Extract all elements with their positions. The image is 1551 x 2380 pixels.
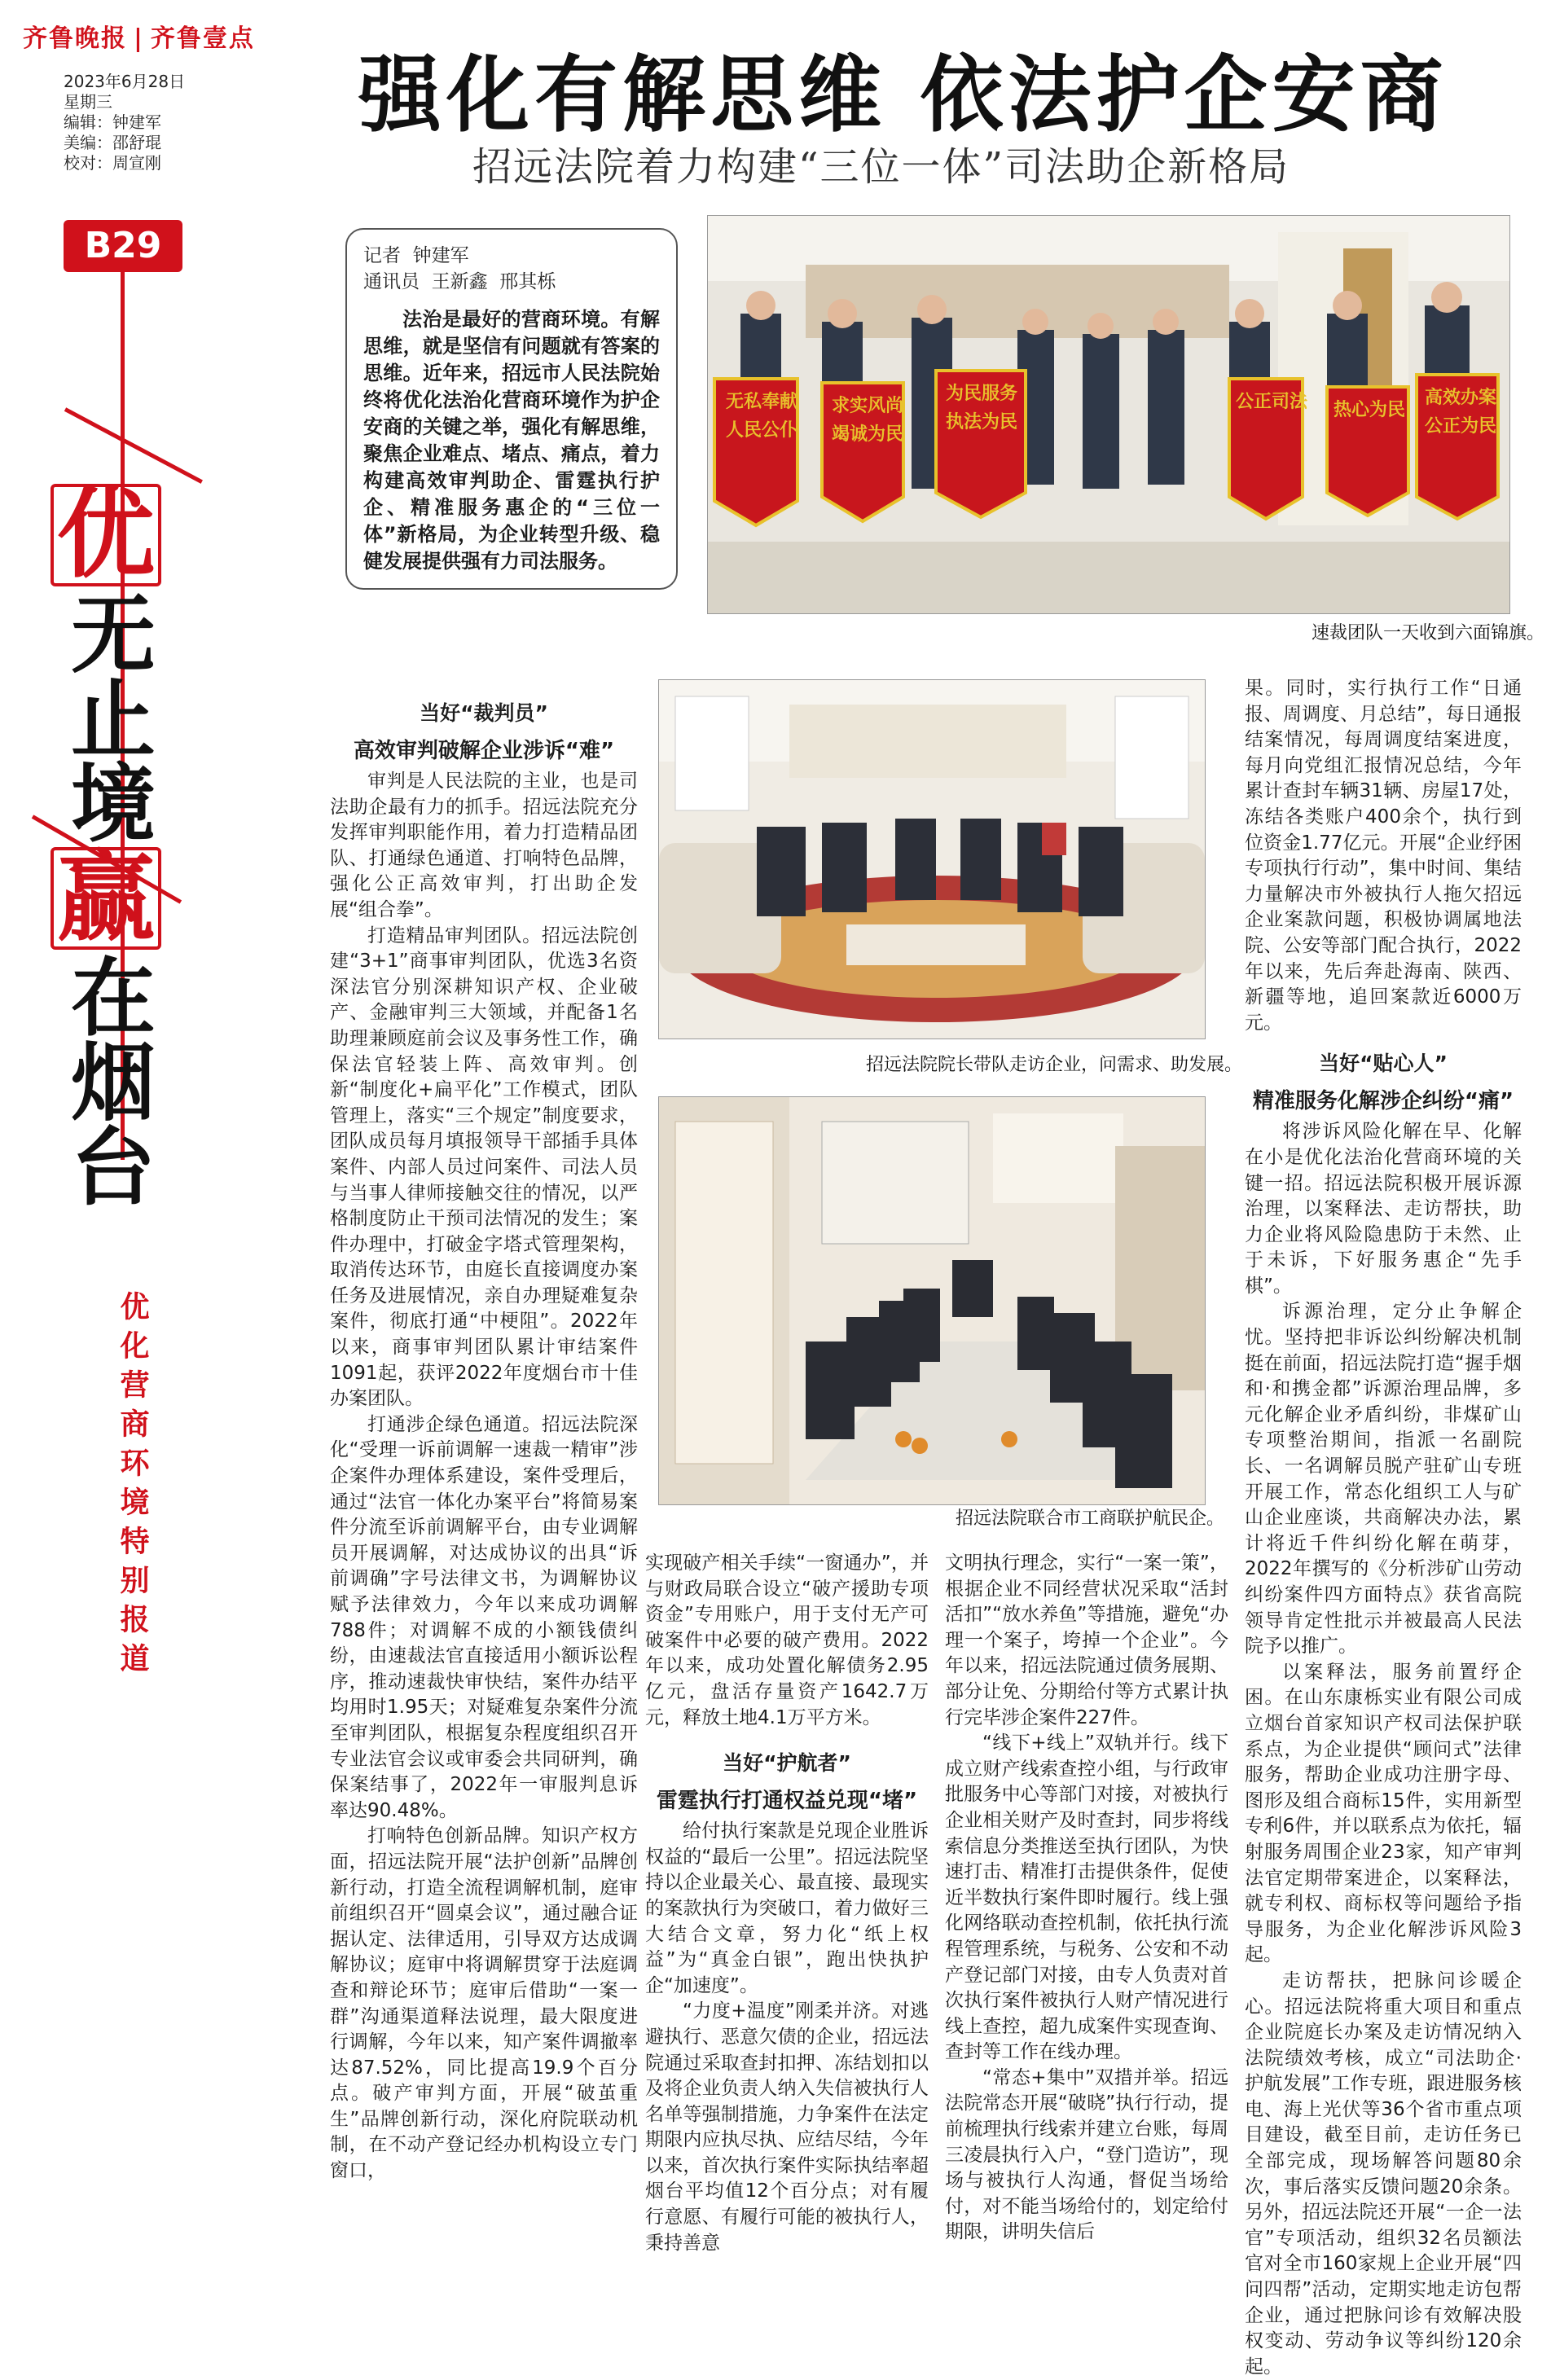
- column-title-char: 赢: [51, 847, 161, 950]
- paragraph: 文明执行理念，实行“一案一策”，根据企业不同经营状况采取“活封活扣”“放水养鱼”等措施，避免“办理一个案子，垮掉一个企业”。今年以来，招远法院通过债务展期、部分让免、分期给付等方式累计执行完毕涉企案件227件。: [945, 1552, 1228, 1728]
- paragraph: 给付执行案款是兑现企业胜诉权益的“最后一公里”。招远法院坚持以企业最关心、最直接、最现实的案款执行为突破口，着力做好三大结合文章，努力化“纸上权益”为“真金白银”，跑出快执护企“加速度”。: [645, 1820, 929, 1996]
- paragraph: “常态+集中”双措并举。招远法院常态开展“破晓”执行行动，提前梳理执行线索并建立台账，每周三凌晨执行入户，“登门造访”，现场与被执行人沟通，督促当场给付，对不能当场给付的，划定给付期限，讲明失信后: [945, 2066, 1228, 2243]
- photo-team-banners-illustration: [708, 216, 1509, 613]
- banner-text: 公正为民: [1425, 415, 1497, 437]
- paragraph: “线下+线上”双轨并行。线下成立财产线索查控小组，与行政审批服务中心等部门对接，对被执行企业相关财产及时查封，同步将线索信息分类推送至执行团队，为快速打击、精准打击提供条件，促使近半数执行案件即时履行。线上强化网络联动查控机制，依托执行流程管理系统，与税务、公安和不动产登记部门对接，由专人负责对首次执行案件被执行人财产情况进行线上查控，超九成案件实现查询、查封等工作在线办理。: [945, 1732, 1228, 2063]
- intro-box: [345, 228, 678, 590]
- column-tag: 优化营商环境特别报道: [116, 1291, 150, 1682]
- page-number-badge: B29: [64, 220, 182, 272]
- photo-court-visit: [658, 679, 1206, 1039]
- paragraph: 打造精品审判团队。招远法院创建“3+1”商事审判团队，优选3名资深法官分别深耕知识产权、企业破产、金融审判三大领域，并配备1名助理兼顾庭前会议及事务性工作，确保法官轻装上阵、高效审判。创新“制度化+扁平化”工作模式，团队管理上，落实“三个规定”制度要求，团队成员每月填报领导干部插手具体案件、内部人员过问案件、司法人员与当事人律师接触交往的情况，以严格制度防止干预司法情况的发生；案件办理中，打破金字塔式管理架构，取消传达环节，由庭长直接调度办案任务及进展情况，亲自办理疑难复杂案件，彻底打通“中梗阻”。2022年以来，商事审判团队累计审结案件1091起，获评2022年度烟台市十佳办案团队。: [330, 924, 638, 1410]
- photo-team-banners: [707, 215, 1510, 614]
- photo-caption: 招远法院院长带队走访企业，问需求、助发展。: [866, 1055, 1243, 1075]
- paragraph: 以案释法，服务前置纾企困。在山东康栎实业有限公司成立烟台首家知识产权司法保护联系点，为企业提供“顾问式”法律服务，帮助企业成功注册字母、图形及组合商标15件，实用新型专利6件，并以联系点为依托，辐射服务周围企业23家，知产审判法官定期带案进企，以案释法，就专利权、商标权等问题给予指导服务，为企业化解涉诉风险3起。: [1245, 1661, 1522, 1966]
- paragraph: “力度+温度”刚柔并济。对逃避执行、恶意欠债的企业，招远法院通过采取查封扣押、冻结划扣以及将企业负责人纳入失信被执行人名单等强制措施，力争案件在法定期限内应执尽执、应结尽结，今年以来，首次执行案件实际执结率超烟台平均值12个百分点；对有履行意愿、有履行可能的被执行人，秉持善意: [645, 2000, 929, 2254]
- article-column-1: [330, 692, 638, 2185]
- banner-text: 人民公仆: [726, 419, 798, 441]
- correspondents: 通讯员 王新鑫 邢其栎: [363, 271, 556, 292]
- photo-federation-meeting-illustration: [659, 1097, 1205, 1504]
- banner-text: 高效办案: [1425, 387, 1497, 408]
- brand-logo: 齐鲁壹点: [150, 24, 255, 53]
- article-column-4: [1245, 676, 1522, 2380]
- red-slash-decoration: [64, 407, 203, 484]
- issue-proofreader: 校对：周宣刚: [64, 153, 161, 173]
- section-title: 精准服务化解涉企纠纷“痛”: [1252, 1089, 1514, 1114]
- column-title-line: 在烟台: [56, 953, 156, 1207]
- banner-text: 执法为民: [946, 411, 1018, 433]
- article-column-3: [945, 1551, 1228, 2246]
- banner-text: 求实风尚: [832, 395, 904, 416]
- section-kicker: 当好“贴心人”: [1319, 1052, 1448, 1076]
- photo-court-visit-illustration: [659, 680, 1205, 1039]
- banner-text: 为民服务: [946, 383, 1018, 404]
- paragraph: 打通涉企绿色通道。招远法院深化“受理一诉前调解一速裁一精审”涉企案件办理体系建设，案件受理后，通过“法官一体化办案平台”将简易案件分流至诉前调解平台，由专业调解员开展调解，对达成协议的出具“诉前调确”字号法律文书，为调解协议赋予法律效力，今年以来成功调解788件；对调解不成的小额钱债纠纷，由速裁法官直接适用小额诉讼程序，推动速裁快审快结，案件办结平均用时1.95天；对疑难复杂案件分流至审判团队，根据复杂程度组织召开专业法官会议或审委会共同研判，确保案结事了，2022年一审服判息诉率达90.48%。: [330, 1413, 638, 1821]
- issue-editor: 编辑：钟建军: [64, 112, 161, 132]
- photo-federation-meeting: [658, 1096, 1206, 1505]
- paragraph: 实现破产相关手续“一窗通办”，并与财政局联合设立“破产援助专项资金”专用账户，用于支付无产可破案件中必要的破产费用。2022年以来，成功处置化解债务2.95亿元，盘活存量资产1642.7万元，释放土地4.1万平方米。: [645, 1552, 929, 1728]
- paper-logo: 齐鲁晚报: [23, 24, 127, 53]
- masthead: 齐鲁晚报 | 齐鲁壹点: [23, 24, 255, 53]
- paragraph: 走访帮扶，把脉问诊暖企心。招远法院将重大项目和重点企业院庭长办案及走访情况纳入法院绩效考核，成立“司法助企·护航发展”工作专班，跟进服务核电、海上光伏等36个省市重点项目建设，截至目前，走访任务已全部完成，现场解答问题80余次，事后落实反馈问题20余条。另外，招远法院还开展“一企一法官”专项活动，组织32名员额法官对全市160家规上企业开展“四问四帮”活动，定期实地走访包帮企业，通过把脉问诊有效解决股权变动、劳动争议等纠纷120余起。: [1245, 1969, 1522, 2378]
- subheadline: 招远法院着力构建“三位一体”司法助企新格局: [472, 144, 1290, 190]
- reporter: 记者 钟建军: [363, 245, 469, 266]
- paragraph: 果。同时，实行执行工作“日通报、周调度、月总结”，每日通报结案情况，每周调度结案进度，每月向党组汇报情况总结，今年累计查封车辆31辆、房屋17处，冻结各类账户400余个，执行到位资金1.77亿元。开展“企业纾困专项执行行动”，集中时间、集结力量解决市外被执行人拖欠招远企业案款问题，积极协调属地法院、公安等部门配合执行，2022年以来，先后奔赴海南、陕西、新疆等地，追回案款近6000万元。: [1245, 678, 1522, 1034]
- photo-caption: 速裁团队一天收到六面锦旗。: [1312, 623, 1545, 643]
- photo-caption: 招远法院联合市工商联护航民企。: [956, 1508, 1225, 1529]
- paragraph: 审判是人民法院的主业，也是司法助企最有力的抓手。招远法院充分发挥审判职能作用，着力打造精品团队、打通绿色通道、打响特色品牌，强化公正高效审判，打出助企发展“组合拳”。: [330, 771, 638, 920]
- issue-date: 2023年6月28日: [64, 72, 186, 91]
- issue-meta: [64, 72, 185, 173]
- section-title: 雷霆执行打通权益兑现“堵”: [656, 1789, 918, 1814]
- section-title: 高效审判破解企业涉诉“难”: [353, 739, 615, 763]
- section-kicker: 当好“裁判员”: [420, 701, 548, 725]
- paragraph: 将涉诉风险化解在早、化解在小是优化法治化营商环境的关键一招。招远法院积极开展诉源治理，以案释法、走访帮扶，助力企业将风险隐患防于未然、止于未诉，下好服务惠企“先手棋”。: [1245, 1121, 1522, 1297]
- column-title: [49, 478, 163, 1207]
- byline: [363, 243, 660, 295]
- headline: 强化有解思维 依法护企安商: [358, 46, 1448, 144]
- article-column-2: [645, 1551, 929, 2256]
- banner-text: 热心为民: [1334, 399, 1406, 420]
- paragraph: 打响特色创新品牌。知识产权方面，招远法院开展“法护创新”品牌创新行动，打造全流程调解机制，庭审前组织召开“圆桌会议”，通过融合证据认定、法律适用，引导双方达成调解协议；庭审中将调解贯穿于法庭调查和辩论环节；庭审后借助“一案一群”沟通渠道释法说理，最大限度进行调解，今年以来，知产案件调撤率达87.52%，同比提高19.9个百分点。破产审判方面，开展“破茧重生”品牌创新行动，深化府院联动机制，在不动产登记经办机构设立专门窗口，: [330, 1825, 638, 2182]
- column-title-line: 无止境: [56, 590, 156, 844]
- banner-text: 无私奉献: [726, 391, 798, 412]
- issue-weekday: 星期三: [64, 92, 112, 112]
- column-title-char: 优: [51, 484, 161, 586]
- issue-designer: 美编：邵舒琨: [64, 133, 161, 152]
- banner-text: 公正司法: [1236, 391, 1308, 412]
- section-kicker: 当好“护航者”: [723, 1751, 851, 1776]
- banner-text: 竭诚为民: [832, 424, 904, 445]
- paragraph: 诉源治理，定分止争解企忧。坚持把非诉讼纠纷解决机制挺在前面，招远法院打造“握手烟和·和携金都”诉源治理品牌，多元化解企业矛盾纠纷，非煤矿山专项整治期间，指派一名副院长、一名调解员脱产驻矿山专班开展工作，常态化组织工人与矿山企业座谈，共商解决办法，累计将近千件纠纷化解在萌芽，2022年撰写的《分析涉矿山劳动纠纷案件四方面特点》获省高院领导肯定性批示并被最高人民法院予以推广。: [1245, 1301, 1522, 1658]
- lede: 法治是最好的营商环境。有解思维，就是坚信有问题就有答案的思维。近年来，招远市人民法院始终将优化法治化营商环境作为护企安商的关键之举，强化有解思维，聚焦企业难点、堵点、痛点，着力构建高效审判助企、雷霆执行护企、精准服务惠企的“三位一体”新格局，为企业转型升级、稳健发展提供强有力司法服务。: [363, 308, 660, 573]
